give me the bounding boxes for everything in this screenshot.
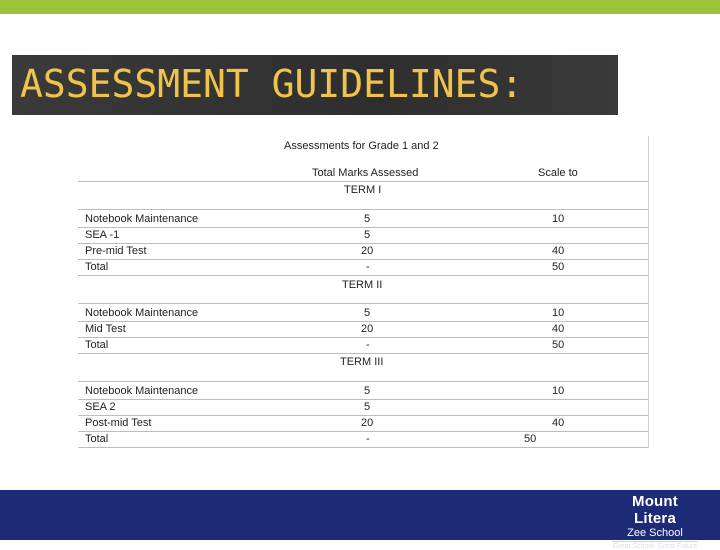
table-row-item: SEA -1 (85, 229, 120, 241)
term-label: TERM III (340, 356, 384, 368)
table-row-item: Notebook Maintenance (85, 307, 199, 319)
logo-subname: Zee School (627, 527, 683, 539)
logo-divider (612, 541, 698, 542)
table-row-marks: 5 (364, 307, 371, 319)
term-label: TERM I (344, 184, 382, 196)
row-divider (78, 181, 648, 182)
term-label: TERM II (342, 279, 383, 291)
table-right-border (648, 136, 649, 448)
row-divider (78, 209, 648, 210)
row-divider (78, 303, 648, 304)
table-row-marks: 20 (361, 323, 374, 335)
slide-title: ASSESSMENT GUIDELINES: (20, 62, 524, 106)
row-divider (78, 381, 648, 382)
row-divider (78, 447, 648, 448)
table-row-marks: 5 (364, 385, 371, 397)
row-divider (78, 227, 648, 228)
table-row-scale: 40 (552, 323, 565, 335)
table-row-scale: 10 (552, 385, 565, 397)
row-divider (78, 337, 648, 338)
table-row-item: Total (85, 339, 109, 351)
logo-tagline: Great School. Great Future (612, 543, 698, 550)
table-row-scale: 40 (552, 245, 565, 257)
table-row-item: Post-mid Test (85, 417, 152, 429)
table-row-item: Mid Test (85, 323, 126, 335)
table-row-item: Notebook Maintenance (85, 213, 199, 225)
row-divider (78, 259, 648, 260)
table-row-item: Pre-mid Test (85, 245, 147, 257)
table-row-marks: - (366, 433, 370, 445)
table-row-scale: 10 (552, 307, 565, 319)
row-divider (78, 399, 648, 400)
column-header-marks: Total Marks Assessed (312, 167, 419, 179)
table-row-marks: 5 (364, 401, 371, 413)
table-row-marks: - (366, 261, 370, 273)
logo-name: Mount Litera (632, 493, 678, 527)
table-row-scale: 50 (524, 433, 537, 445)
assessment-table (78, 136, 650, 448)
row-divider (78, 275, 648, 276)
school-logo (610, 493, 700, 550)
row-divider (78, 243, 648, 244)
row-divider (78, 353, 648, 354)
table-row-item: Total (85, 261, 109, 273)
table-row-item: Total (85, 433, 109, 445)
table-row-scale: 40 (552, 417, 565, 429)
table-row-marks: 5 (364, 213, 371, 225)
table-row-marks: - (366, 339, 370, 351)
table-row-scale: 10 (552, 213, 565, 225)
table-caption: Assessments for Grade 1 and 2 (284, 140, 439, 152)
table-row-marks: 20 (361, 245, 374, 257)
top-accent-bar (0, 0, 720, 14)
table-row-item: Notebook Maintenance (85, 385, 199, 397)
table-row-marks: 20 (361, 417, 374, 429)
row-divider (78, 431, 648, 432)
table-row-marks: 5 (364, 229, 371, 241)
row-divider (78, 415, 648, 416)
table-row-item: SEA 2 (85, 401, 116, 413)
row-divider (78, 321, 648, 322)
table-row-scale: 50 (552, 261, 565, 273)
column-header-scale: Scale to (538, 167, 578, 179)
table-row-scale: 50 (552, 339, 565, 351)
